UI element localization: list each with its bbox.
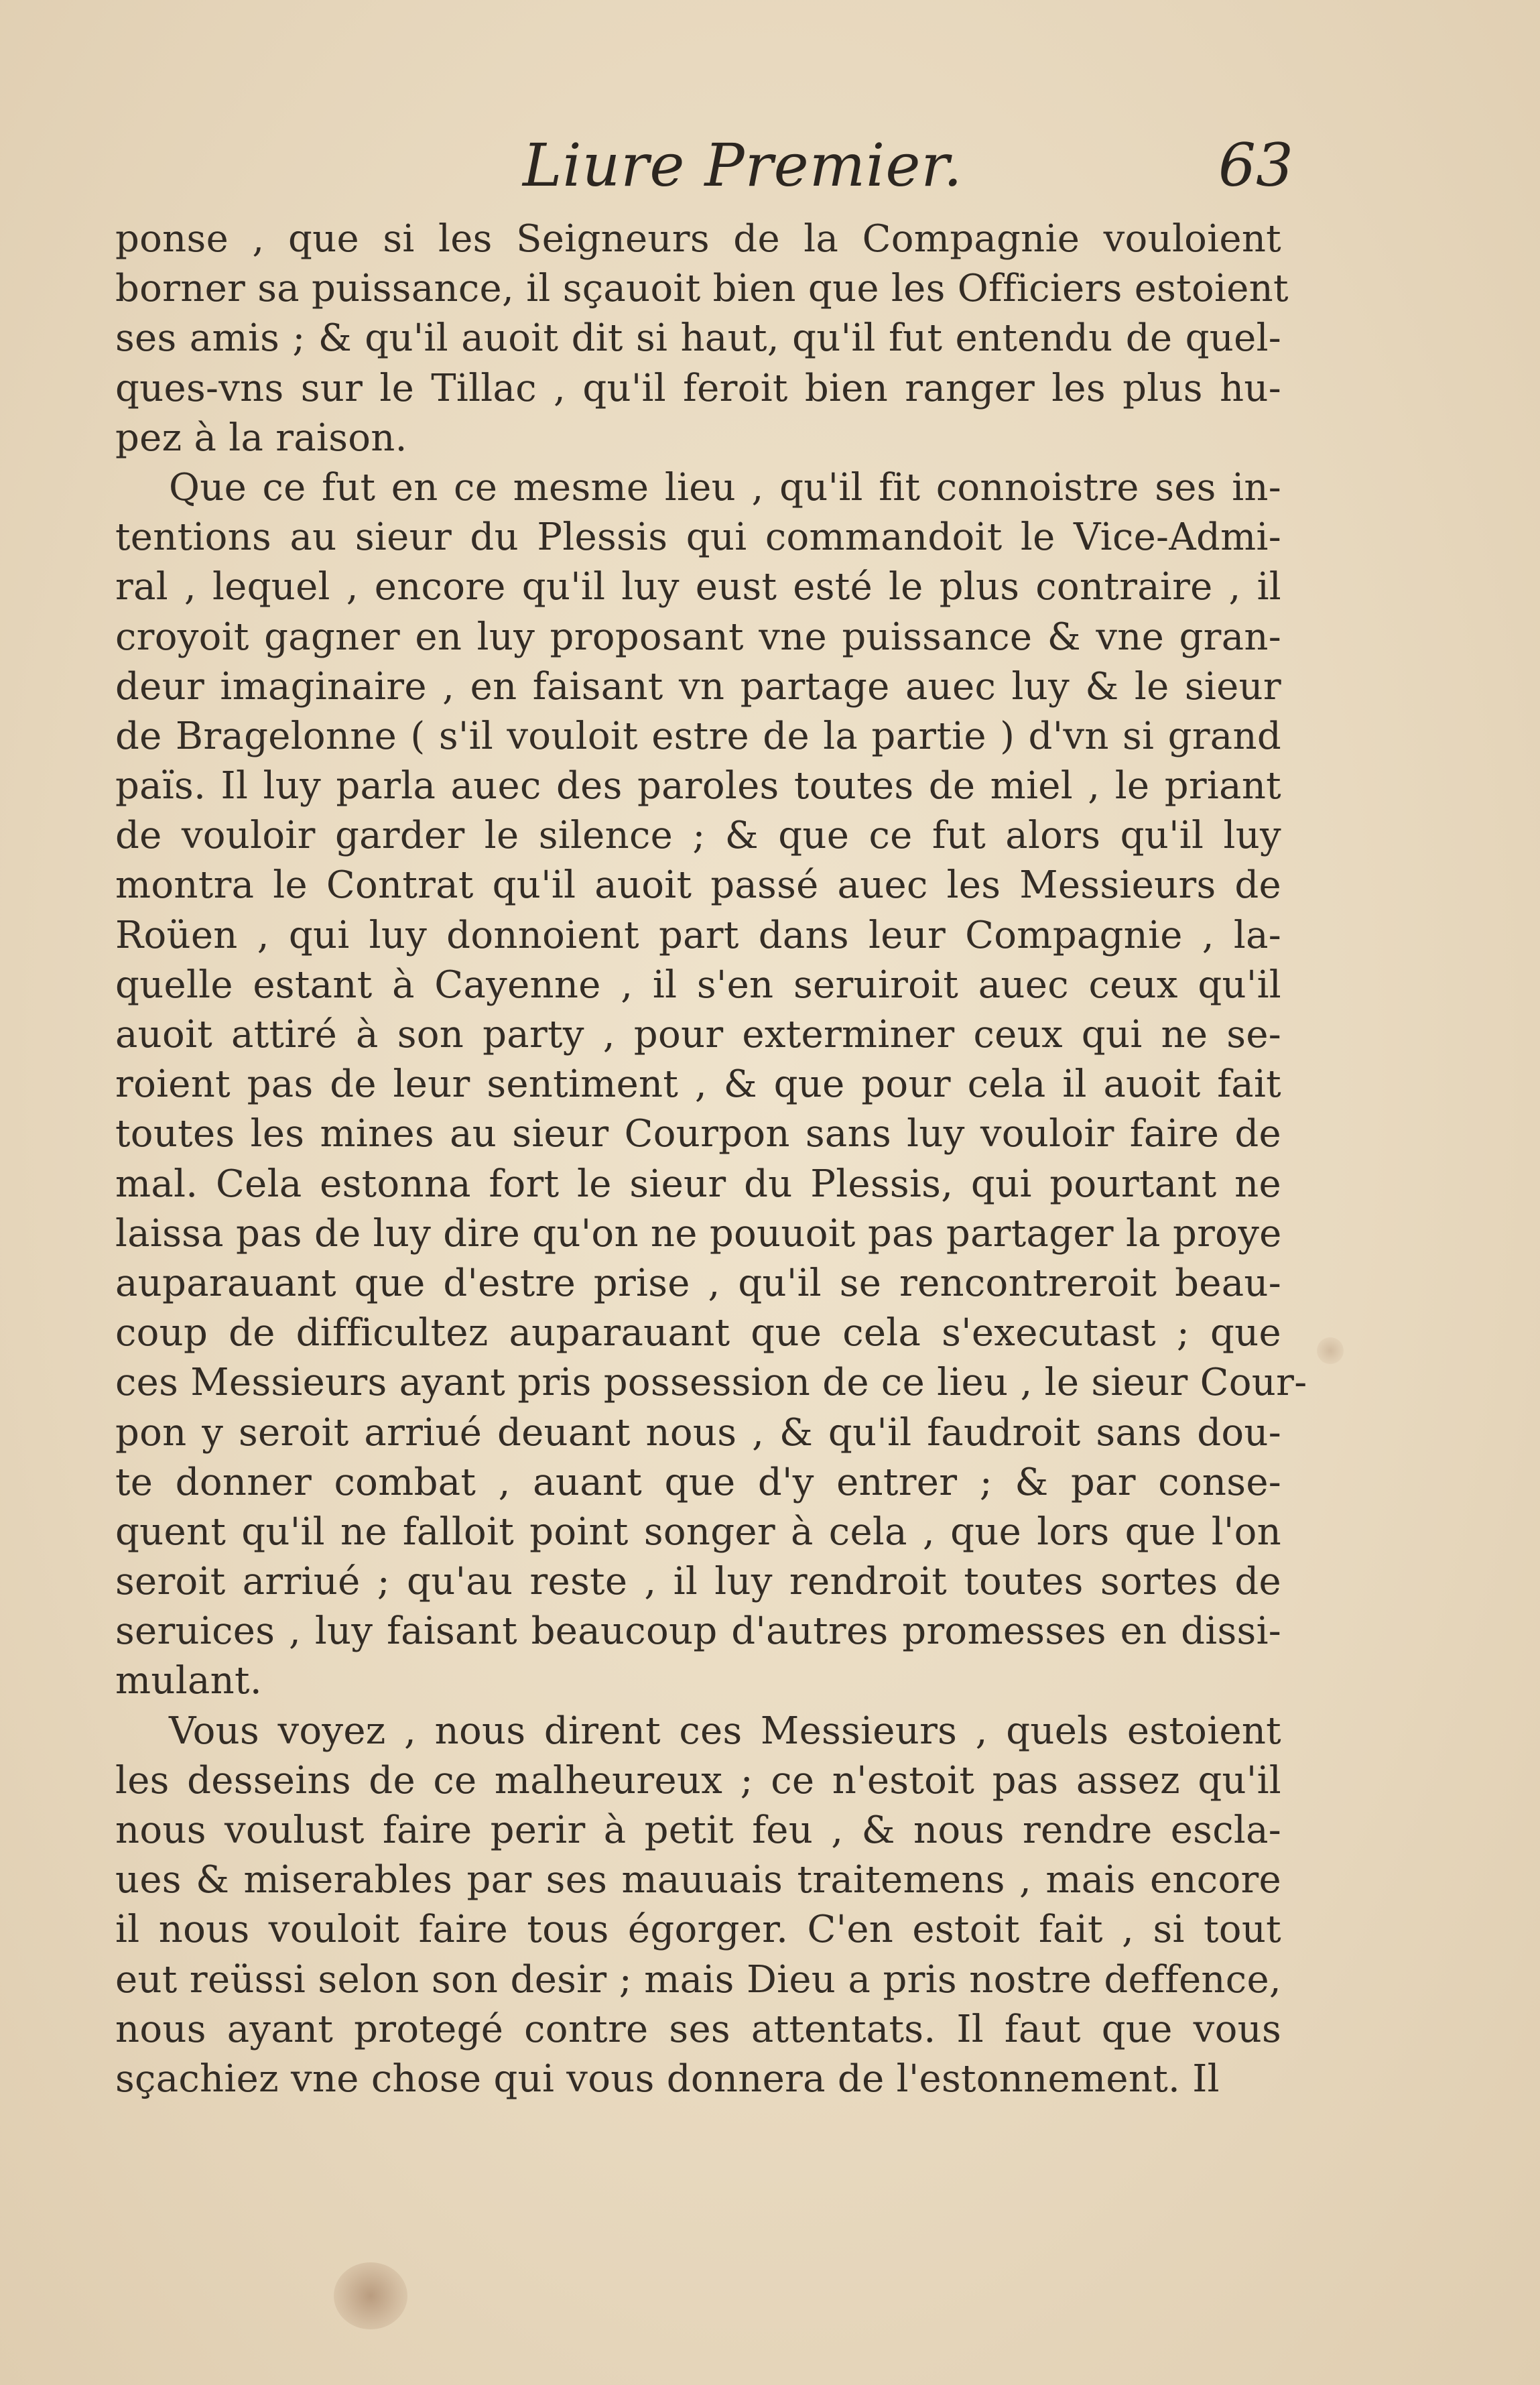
- text-line: de vouloir garder le silence ; & que ce fut alors qu'il luy: [115, 814, 1281, 858]
- page-number: 63: [1218, 131, 1293, 200]
- text-line: auparauant que d'estre prise , qu'il se rencontreroit beau-: [115, 1261, 1281, 1305]
- text-line: seruices , luy faisant beaucoup d'autres promesses en dissi-: [115, 1609, 1281, 1654]
- text-line: Que ce fut en ce mesme lieu , qu'il fit connoistre ses in-: [169, 465, 1281, 509]
- text-line: quent qu'il ne falloit point songer à cela , que lors que l'on: [115, 1510, 1281, 1554]
- text-line: ses amis ; & qu'il auoit dit si haut, qu'il fut entendu de quel-: [115, 316, 1281, 361]
- text-line: mal. Cela estonna fort le sieur du Plessis, qui pourtant ne: [115, 1162, 1281, 1206]
- text-line: il nous vouloit faire tous égorger. C'en estoit fait , si tout: [115, 1908, 1281, 1952]
- text-line: eut reüssi selon son desir ; mais Dieu a pris nostre deffence,: [115, 1957, 1281, 2002]
- text-line: laissa pas de luy dire qu'on ne pouuoit pas partager la proye: [115, 1211, 1282, 1256]
- text-line: roient pas de leur sentiment , & que pour cela il auoit fait: [115, 1062, 1281, 1107]
- text-line: deur imaginaire , en faisant vn partage auec luy & le sieur: [115, 664, 1281, 709]
- body-text: [115, 215, 1307, 2104]
- paragraph: [115, 215, 1289, 463]
- text-line: ral , lequel , encore qu'il luy eust esté le plus contraire , il: [115, 565, 1281, 609]
- text-line: mulant.: [115, 1659, 262, 1703]
- paragraph: [115, 463, 1307, 1707]
- running-title: Liure Premier.: [523, 131, 963, 200]
- ink-stain: [334, 2262, 407, 2329]
- text-line: tentions au sieur du Plessis qui commandoit le Vice-Admi-: [115, 515, 1281, 560]
- text-line: montra le Contrat qu'il auoit passé auec les Messieurs de: [115, 863, 1281, 908]
- text-line: pon y seroit arriué deuant nous , & qu'il faudroit sans dou-: [115, 1410, 1281, 1455]
- foxing-spot: [1317, 1337, 1344, 1364]
- text-line: ues & miserables par ses mauuais traitemens , mais encore: [115, 1858, 1281, 1902]
- page-header: [523, 131, 1293, 211]
- text-line: quelle estant à Cayenne , il s'en seruiroit auec ceux qu'il: [115, 963, 1281, 1007]
- text-line: croyoit gagner en luy proposant vne puissance & vne gran-: [115, 615, 1281, 659]
- text-line: Vous voyez , nous dirent ces Messieurs , quels estoient: [169, 1709, 1281, 1753]
- text-line: borner sa puissance, il sçauoit bien que les Officiers estoient: [115, 267, 1289, 311]
- text-line: toutes les mines au sieur Courpon sans luy vouloir faire de: [115, 1112, 1281, 1156]
- text-line: païs. Il luy parla auec des paroles toutes de miel , le priant: [115, 764, 1281, 808]
- text-line: nous voulust faire perir à petit feu , & nous rendre escla-: [115, 1809, 1281, 1852]
- text-line: te donner combat , auant que d'y entrer ; & par conse-: [115, 1460, 1281, 1504]
- text-line: Roüen , qui luy donnoient part dans leur Compagnie , la-: [115, 913, 1281, 957]
- text-line: ces Messieurs ayant pris possession de ce lieu , le sieur Cour-: [115, 1361, 1307, 1405]
- text-line: nous ayant protegé contre ses attentats. Il faut que vous: [115, 2007, 1281, 2051]
- text-line: seroit arriué ; qu'au reste , il luy rendroit toutes sortes de: [115, 1560, 1281, 1604]
- paragraph: [115, 1707, 1281, 2105]
- text-line: de Bragelonne ( s'il vouloit estre de la partie ) d'vn si grand: [115, 714, 1281, 758]
- text-line: sçachiez vne chose qui vous donnera de l'estonnement. Il: [115, 2057, 1220, 2101]
- text-line: auoit attiré à son party , pour exterminer ceux qui ne se-: [115, 1013, 1281, 1056]
- text-line: coup de difficultez auparauant que cela s'executast ; que: [115, 1311, 1281, 1355]
- text-line: les desseins de ce malheureux ; ce n'estoit pas assez qu'il: [115, 1758, 1281, 1802]
- text-line: ques-vns sur le Tillac , qu'il feroit bien ranger les plus hu-: [115, 366, 1281, 410]
- text-line: ponse , que si les Seigneurs de la Compagnie vouloient: [115, 217, 1281, 261]
- text-line: pez à la raison.: [115, 416, 407, 460]
